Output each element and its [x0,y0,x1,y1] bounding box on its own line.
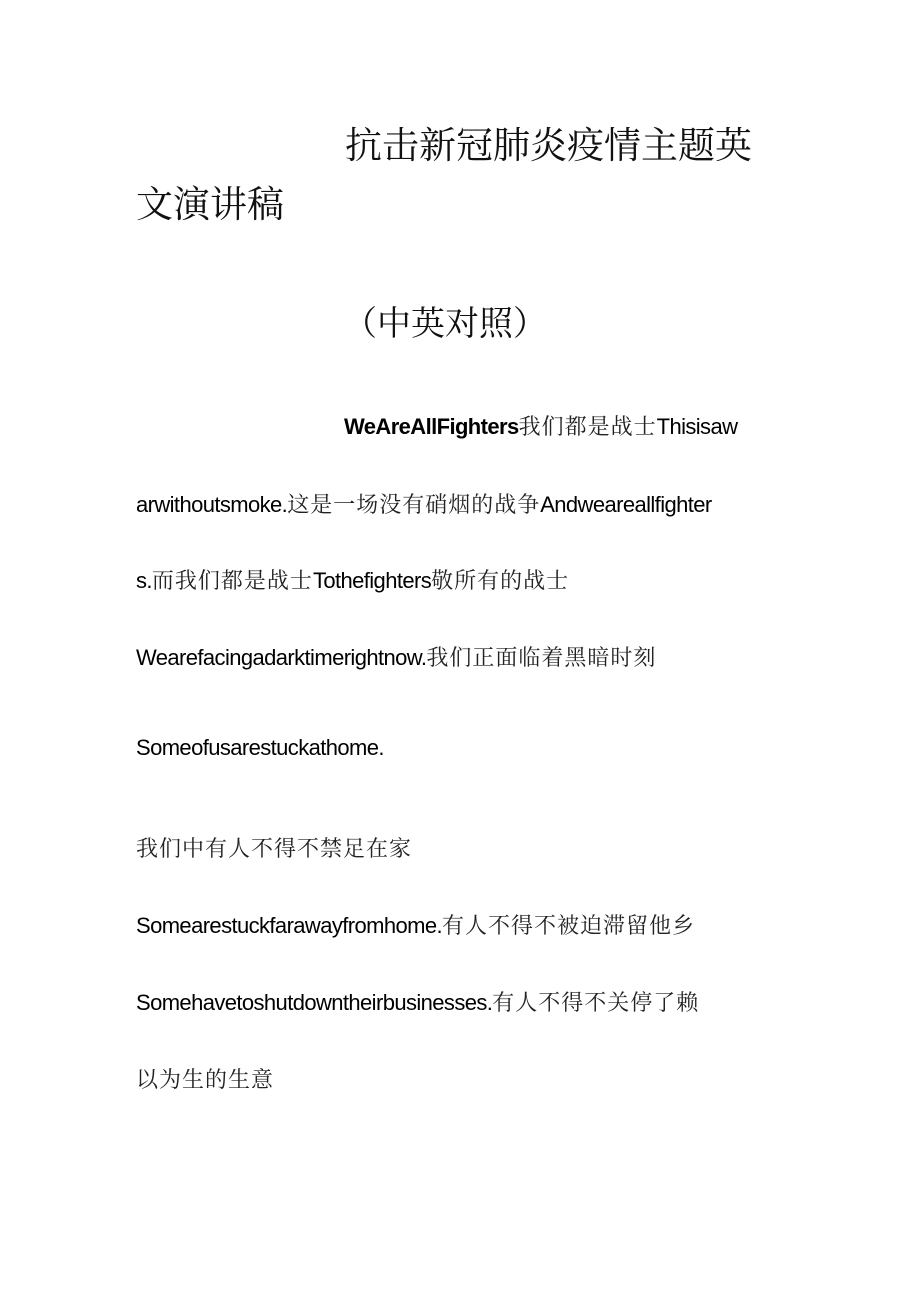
text-en: Someofusarestuckathome. [136,735,384,760]
text-zh: 有人不得不被迫滞留他乡 [442,914,696,939]
text-en: Tothefighters [312,568,432,593]
text-en: Thisisaw [656,414,738,439]
paragraph-line-9 [136,1069,274,1092]
text-zh: 有人不得不关停了赖 [492,991,700,1016]
text-zh: 我们中有人不得不禁足在家 [136,837,413,862]
text-en: Somearestuckfarawayfromhome. [136,913,442,938]
paragraph-line-1 [344,416,737,439]
text-zh: 敬所有的战士 [431,569,570,594]
text-en: Wearefacingadarktimerightnow. [136,645,427,670]
text-zh: 我们都是战士 [518,415,657,440]
title-line-1: 抗击新冠肺炎疫情主题英 [345,124,752,167]
text-zh: 这是一场没有硝烟的战争 [287,493,541,518]
speech-title-en: WeAreAllFighters [344,414,519,439]
paragraph-line-3 [136,570,569,593]
text-en: s. [136,568,152,593]
subtitle: （中英对照） [343,304,547,344]
text-zh: 我们正面临着黑暗时刻 [426,646,657,671]
paragraph-line-4 [136,647,656,670]
title-line-2: 文演讲稿 [136,183,284,226]
paragraph-line-8 [136,992,699,1015]
paragraph-line-7 [136,915,695,938]
paragraph-line-2 [136,494,712,517]
text-zh: 以为生的生意 [136,1068,275,1093]
paragraph-line-6 [136,838,412,861]
text-zh: 而我们都是战士 [151,569,313,594]
text-en: Somehavetoshutdowntheirbusinesses. [136,990,493,1015]
text-en: Andweareallfighter [540,492,712,517]
paragraph-line-5 [136,737,384,759]
text-en: arwithoutsmoke. [136,492,288,517]
